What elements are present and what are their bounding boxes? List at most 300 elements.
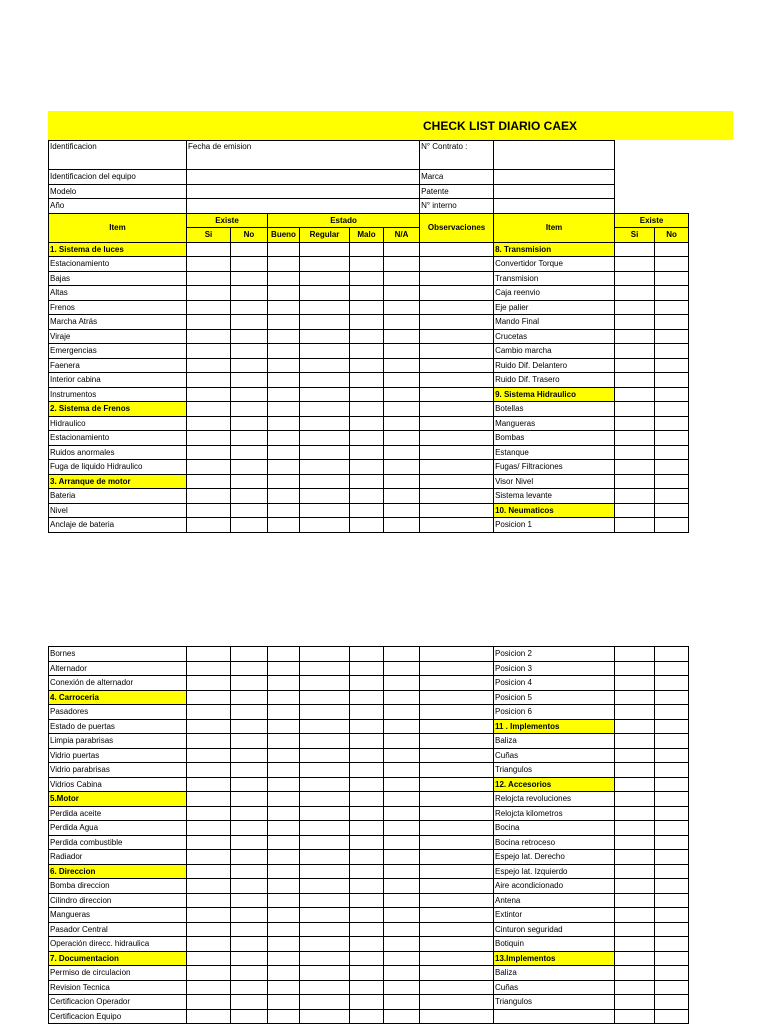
check-si-left[interactable]: [187, 315, 231, 330]
check-na[interactable]: [384, 864, 420, 879]
check-regular[interactable]: [300, 416, 350, 431]
check-no-right[interactable]: [655, 748, 689, 763]
check-si-right[interactable]: [615, 922, 655, 937]
observaciones-cell[interactable]: [420, 445, 494, 460]
observaciones-cell[interactable]: [420, 647, 494, 662]
check-regular[interactable]: [300, 474, 350, 489]
check-bueno[interactable]: [268, 676, 300, 691]
check-na[interactable]: [384, 373, 420, 388]
check-na[interactable]: [384, 937, 420, 952]
check-malo[interactable]: [350, 734, 384, 749]
check-regular[interactable]: [300, 777, 350, 792]
check-si-right[interactable]: [615, 358, 655, 373]
check-si-right[interactable]: [615, 647, 655, 662]
check-malo[interactable]: [350, 792, 384, 807]
observaciones-cell[interactable]: [420, 518, 494, 533]
check-no-left[interactable]: [231, 690, 268, 705]
check-si-left[interactable]: [187, 460, 231, 475]
check-si-left[interactable]: [187, 474, 231, 489]
check-no-left[interactable]: [231, 719, 268, 734]
check-malo[interactable]: [350, 922, 384, 937]
check-si-left[interactable]: [187, 431, 231, 446]
check-regular[interactable]: [300, 922, 350, 937]
check-bueno[interactable]: [268, 821, 300, 836]
observaciones-cell[interactable]: [420, 777, 494, 792]
observaciones-cell[interactable]: [420, 893, 494, 908]
check-malo[interactable]: [350, 966, 384, 981]
check-no-right[interactable]: [655, 373, 689, 388]
check-na[interactable]: [384, 402, 420, 417]
check-no-left[interactable]: [231, 792, 268, 807]
check-na[interactable]: [384, 503, 420, 518]
check-si-left[interactable]: [187, 922, 231, 937]
check-no-right[interactable]: [655, 937, 689, 952]
check-no-left[interactable]: [231, 661, 268, 676]
check-regular[interactable]: [300, 893, 350, 908]
check-bueno[interactable]: [268, 980, 300, 995]
check-malo[interactable]: [350, 315, 384, 330]
check-regular[interactable]: [300, 257, 350, 272]
check-no-right[interactable]: [655, 908, 689, 923]
check-regular[interactable]: [300, 489, 350, 504]
check-bueno[interactable]: [268, 719, 300, 734]
check-na[interactable]: [384, 676, 420, 691]
check-malo[interactable]: [350, 937, 384, 952]
check-regular[interactable]: [300, 734, 350, 749]
check-bueno[interactable]: [268, 300, 300, 315]
check-malo[interactable]: [350, 893, 384, 908]
check-malo[interactable]: [350, 474, 384, 489]
check-si-right[interactable]: [615, 777, 655, 792]
check-bueno[interactable]: [268, 951, 300, 966]
check-bueno[interactable]: [268, 373, 300, 388]
check-no-right[interactable]: [655, 300, 689, 315]
check-bueno[interactable]: [268, 402, 300, 417]
observaciones-cell[interactable]: [420, 661, 494, 676]
check-malo[interactable]: [350, 719, 384, 734]
check-malo[interactable]: [350, 763, 384, 778]
check-si-left[interactable]: [187, 257, 231, 272]
check-na[interactable]: [384, 821, 420, 836]
check-regular[interactable]: [300, 806, 350, 821]
check-no-left[interactable]: [231, 777, 268, 792]
check-no-right[interactable]: [655, 922, 689, 937]
observaciones-cell[interactable]: [420, 719, 494, 734]
check-malo[interactable]: [350, 445, 384, 460]
check-no-left[interactable]: [231, 821, 268, 836]
modelo-value[interactable]: [187, 184, 420, 199]
observaciones-cell[interactable]: [420, 806, 494, 821]
check-no-right[interactable]: [655, 995, 689, 1010]
check-si-left[interactable]: [187, 690, 231, 705]
check-na[interactable]: [384, 850, 420, 865]
observaciones-cell[interactable]: [420, 879, 494, 894]
check-no-right[interactable]: [655, 358, 689, 373]
check-si-right[interactable]: [615, 864, 655, 879]
check-si-right[interactable]: [615, 966, 655, 981]
check-bueno[interactable]: [268, 995, 300, 1010]
check-no-right[interactable]: [655, 821, 689, 836]
check-malo[interactable]: [350, 647, 384, 662]
check-bueno[interactable]: [268, 661, 300, 676]
check-si-left[interactable]: [187, 980, 231, 995]
check-si-left[interactable]: [187, 966, 231, 981]
check-si-left[interactable]: [187, 329, 231, 344]
check-no-right[interactable]: [655, 951, 689, 966]
observaciones-cell[interactable]: [420, 908, 494, 923]
check-si-right[interactable]: [615, 806, 655, 821]
check-no-right[interactable]: [655, 431, 689, 446]
check-malo[interactable]: [350, 402, 384, 417]
observaciones-cell[interactable]: [420, 271, 494, 286]
check-na[interactable]: [384, 315, 420, 330]
check-si-right[interactable]: [615, 937, 655, 952]
check-malo[interactable]: [350, 980, 384, 995]
check-bueno[interactable]: [268, 445, 300, 460]
check-malo[interactable]: [350, 358, 384, 373]
check-no-right[interactable]: [655, 792, 689, 807]
check-regular[interactable]: [300, 864, 350, 879]
check-bueno[interactable]: [268, 690, 300, 705]
check-bueno[interactable]: [268, 474, 300, 489]
check-regular[interactable]: [300, 908, 350, 923]
check-na[interactable]: [384, 300, 420, 315]
check-no-right[interactable]: [655, 879, 689, 894]
check-regular[interactable]: [300, 676, 350, 691]
check-na[interactable]: [384, 806, 420, 821]
check-na[interactable]: [384, 893, 420, 908]
check-no-left[interactable]: [231, 315, 268, 330]
patente-value[interactable]: [494, 184, 615, 199]
interno-value[interactable]: [494, 199, 615, 214]
check-si-right[interactable]: [615, 893, 655, 908]
check-regular[interactable]: [300, 748, 350, 763]
check-malo[interactable]: [350, 257, 384, 272]
check-no-right[interactable]: [655, 344, 689, 359]
check-malo[interactable]: [350, 416, 384, 431]
check-si-right[interactable]: [615, 445, 655, 460]
anio-value[interactable]: [187, 199, 420, 214]
check-regular[interactable]: [300, 879, 350, 894]
check-no-right[interactable]: [655, 518, 689, 533]
check-regular[interactable]: [300, 358, 350, 373]
check-si-right[interactable]: [615, 850, 655, 865]
check-no-left[interactable]: [231, 271, 268, 286]
check-na[interactable]: [384, 358, 420, 373]
check-na[interactable]: [384, 690, 420, 705]
check-no-left[interactable]: [231, 966, 268, 981]
check-malo[interactable]: [350, 242, 384, 257]
check-na[interactable]: [384, 387, 420, 402]
observaciones-cell[interactable]: [420, 416, 494, 431]
check-bueno[interactable]: [268, 879, 300, 894]
check-no-left[interactable]: [231, 763, 268, 778]
check-no-left[interactable]: [231, 864, 268, 879]
check-malo[interactable]: [350, 661, 384, 676]
check-bueno[interactable]: [268, 242, 300, 257]
check-na[interactable]: [384, 980, 420, 995]
check-regular[interactable]: [300, 431, 350, 446]
check-si-right[interactable]: [615, 257, 655, 272]
observaciones-cell[interactable]: [420, 821, 494, 836]
check-no-right[interactable]: [655, 734, 689, 749]
check-malo[interactable]: [350, 387, 384, 402]
check-si-right[interactable]: [615, 489, 655, 504]
check-regular[interactable]: [300, 763, 350, 778]
check-no-left[interactable]: [231, 647, 268, 662]
check-regular[interactable]: [300, 460, 350, 475]
check-no-right[interactable]: [655, 777, 689, 792]
check-si-left[interactable]: [187, 271, 231, 286]
check-na[interactable]: [384, 445, 420, 460]
check-regular[interactable]: [300, 980, 350, 995]
check-si-right[interactable]: [615, 416, 655, 431]
check-no-right[interactable]: [655, 864, 689, 879]
check-si-right[interactable]: [615, 373, 655, 388]
check-bueno[interactable]: [268, 358, 300, 373]
check-malo[interactable]: [350, 503, 384, 518]
check-bueno[interactable]: [268, 922, 300, 937]
check-regular[interactable]: [300, 966, 350, 981]
check-no-left[interactable]: [231, 908, 268, 923]
check-no-left[interactable]: [231, 1009, 268, 1024]
check-no-right[interactable]: [655, 402, 689, 417]
check-regular[interactable]: [300, 850, 350, 865]
check-bueno[interactable]: [268, 806, 300, 821]
check-si-left[interactable]: [187, 402, 231, 417]
check-si-right[interactable]: [615, 344, 655, 359]
check-no-right[interactable]: [655, 705, 689, 720]
check-no-right[interactable]: [655, 315, 689, 330]
observaciones-cell[interactable]: [420, 835, 494, 850]
check-no-right[interactable]: [655, 661, 689, 676]
check-malo[interactable]: [350, 879, 384, 894]
check-si-left[interactable]: [187, 792, 231, 807]
observaciones-cell[interactable]: [420, 864, 494, 879]
check-malo[interactable]: [350, 286, 384, 301]
check-si-right[interactable]: [615, 705, 655, 720]
check-si-left[interactable]: [187, 719, 231, 734]
check-si-left[interactable]: [187, 835, 231, 850]
observaciones-cell[interactable]: [420, 286, 494, 301]
check-na[interactable]: [384, 489, 420, 504]
check-no-left[interactable]: [231, 922, 268, 937]
check-si-left[interactable]: [187, 850, 231, 865]
check-bueno[interactable]: [268, 315, 300, 330]
observaciones-cell[interactable]: [420, 460, 494, 475]
check-regular[interactable]: [300, 821, 350, 836]
check-bueno[interactable]: [268, 908, 300, 923]
check-malo[interactable]: [350, 821, 384, 836]
check-si-left[interactable]: [187, 995, 231, 1010]
check-si-right[interactable]: [615, 835, 655, 850]
check-bueno[interactable]: [268, 489, 300, 504]
id-equipo-value[interactable]: [187, 170, 420, 185]
check-no-left[interactable]: [231, 300, 268, 315]
check-bueno[interactable]: [268, 286, 300, 301]
check-si-right[interactable]: [615, 503, 655, 518]
check-no-left[interactable]: [231, 893, 268, 908]
check-no-left[interactable]: [231, 676, 268, 691]
check-regular[interactable]: [300, 286, 350, 301]
check-si-right[interactable]: [615, 821, 655, 836]
check-no-right[interactable]: [655, 257, 689, 272]
check-no-right[interactable]: [655, 966, 689, 981]
check-si-right[interactable]: [615, 690, 655, 705]
check-regular[interactable]: [300, 344, 350, 359]
check-si-right[interactable]: [615, 402, 655, 417]
check-malo[interactable]: [350, 329, 384, 344]
check-malo[interactable]: [350, 1009, 384, 1024]
check-no-left[interactable]: [231, 445, 268, 460]
check-malo[interactable]: [350, 951, 384, 966]
check-si-left[interactable]: [187, 908, 231, 923]
check-no-left[interactable]: [231, 373, 268, 388]
check-bueno[interactable]: [268, 344, 300, 359]
check-no-left[interactable]: [231, 879, 268, 894]
check-bueno[interactable]: [268, 937, 300, 952]
observaciones-cell[interactable]: [420, 1009, 494, 1024]
check-regular[interactable]: [300, 792, 350, 807]
check-malo[interactable]: [350, 271, 384, 286]
check-no-left[interactable]: [231, 344, 268, 359]
check-regular[interactable]: [300, 995, 350, 1010]
observaciones-cell[interactable]: [420, 329, 494, 344]
check-no-right[interactable]: [655, 835, 689, 850]
check-malo[interactable]: [350, 460, 384, 475]
check-bueno[interactable]: [268, 460, 300, 475]
check-si-left[interactable]: [187, 242, 231, 257]
check-malo[interactable]: [350, 300, 384, 315]
check-si-right[interactable]: [615, 661, 655, 676]
check-regular[interactable]: [300, 690, 350, 705]
check-bueno[interactable]: [268, 850, 300, 865]
check-malo[interactable]: [350, 690, 384, 705]
check-no-right[interactable]: [655, 647, 689, 662]
check-no-right[interactable]: [655, 489, 689, 504]
check-no-left[interactable]: [231, 431, 268, 446]
check-no-left[interactable]: [231, 460, 268, 475]
check-si-right[interactable]: [615, 980, 655, 995]
check-no-left[interactable]: [231, 980, 268, 995]
check-malo[interactable]: [350, 864, 384, 879]
check-no-right[interactable]: [655, 676, 689, 691]
check-bueno[interactable]: [268, 734, 300, 749]
check-si-left[interactable]: [187, 416, 231, 431]
check-na[interactable]: [384, 460, 420, 475]
check-no-right[interactable]: [655, 763, 689, 778]
observaciones-cell[interactable]: [420, 850, 494, 865]
check-na[interactable]: [384, 777, 420, 792]
check-no-left[interactable]: [231, 387, 268, 402]
check-no-left[interactable]: [231, 329, 268, 344]
check-no-left[interactable]: [231, 806, 268, 821]
check-no-right[interactable]: [655, 806, 689, 821]
check-na[interactable]: [384, 705, 420, 720]
check-no-left[interactable]: [231, 705, 268, 720]
check-bueno[interactable]: [268, 748, 300, 763]
check-malo[interactable]: [350, 373, 384, 388]
check-bueno[interactable]: [268, 518, 300, 533]
check-si-left[interactable]: [187, 748, 231, 763]
check-no-left[interactable]: [231, 850, 268, 865]
observaciones-cell[interactable]: [420, 431, 494, 446]
check-malo[interactable]: [350, 676, 384, 691]
check-bueno[interactable]: [268, 705, 300, 720]
check-na[interactable]: [384, 344, 420, 359]
check-si-right[interactable]: [615, 329, 655, 344]
observaciones-cell[interactable]: [420, 748, 494, 763]
check-si-right[interactable]: [615, 763, 655, 778]
observaciones-cell[interactable]: [420, 474, 494, 489]
check-malo[interactable]: [350, 908, 384, 923]
check-no-right[interactable]: [655, 271, 689, 286]
check-si-left[interactable]: [187, 387, 231, 402]
observaciones-cell[interactable]: [420, 358, 494, 373]
check-regular[interactable]: [300, 951, 350, 966]
check-no-left[interactable]: [231, 474, 268, 489]
check-si-right[interactable]: [615, 734, 655, 749]
check-regular[interactable]: [300, 315, 350, 330]
observaciones-cell[interactable]: [420, 690, 494, 705]
check-no-left[interactable]: [231, 937, 268, 952]
check-bueno[interactable]: [268, 835, 300, 850]
check-bueno[interactable]: [268, 1009, 300, 1024]
observaciones-cell[interactable]: [420, 792, 494, 807]
check-regular[interactable]: [300, 242, 350, 257]
check-na[interactable]: [384, 647, 420, 662]
marca-value[interactable]: [494, 170, 615, 185]
check-no-left[interactable]: [231, 951, 268, 966]
check-regular[interactable]: [300, 445, 350, 460]
observaciones-cell[interactable]: [420, 315, 494, 330]
observaciones-cell[interactable]: [420, 705, 494, 720]
check-regular[interactable]: [300, 300, 350, 315]
check-bueno[interactable]: [268, 416, 300, 431]
check-regular[interactable]: [300, 835, 350, 850]
check-malo[interactable]: [350, 777, 384, 792]
check-no-right[interactable]: [655, 980, 689, 995]
check-na[interactable]: [384, 879, 420, 894]
check-regular[interactable]: [300, 503, 350, 518]
check-no-right[interactable]: [655, 286, 689, 301]
check-na[interactable]: [384, 995, 420, 1010]
check-malo[interactable]: [350, 850, 384, 865]
check-si-left[interactable]: [187, 821, 231, 836]
check-si-left[interactable]: [187, 661, 231, 676]
check-no-right[interactable]: [655, 690, 689, 705]
check-malo[interactable]: [350, 806, 384, 821]
check-regular[interactable]: [300, 661, 350, 676]
observaciones-cell[interactable]: [420, 734, 494, 749]
check-na[interactable]: [384, 734, 420, 749]
check-bueno[interactable]: [268, 503, 300, 518]
check-regular[interactable]: [300, 705, 350, 720]
check-no-left[interactable]: [231, 734, 268, 749]
check-malo[interactable]: [350, 748, 384, 763]
check-malo[interactable]: [350, 835, 384, 850]
observaciones-cell[interactable]: [420, 503, 494, 518]
check-si-right[interactable]: [615, 300, 655, 315]
observaciones-cell[interactable]: [420, 922, 494, 937]
check-no-right[interactable]: [655, 416, 689, 431]
observaciones-cell[interactable]: [420, 951, 494, 966]
check-na[interactable]: [384, 719, 420, 734]
check-na[interactable]: [384, 242, 420, 257]
observaciones-cell[interactable]: [420, 373, 494, 388]
check-no-right[interactable]: [655, 719, 689, 734]
check-no-right[interactable]: [655, 474, 689, 489]
